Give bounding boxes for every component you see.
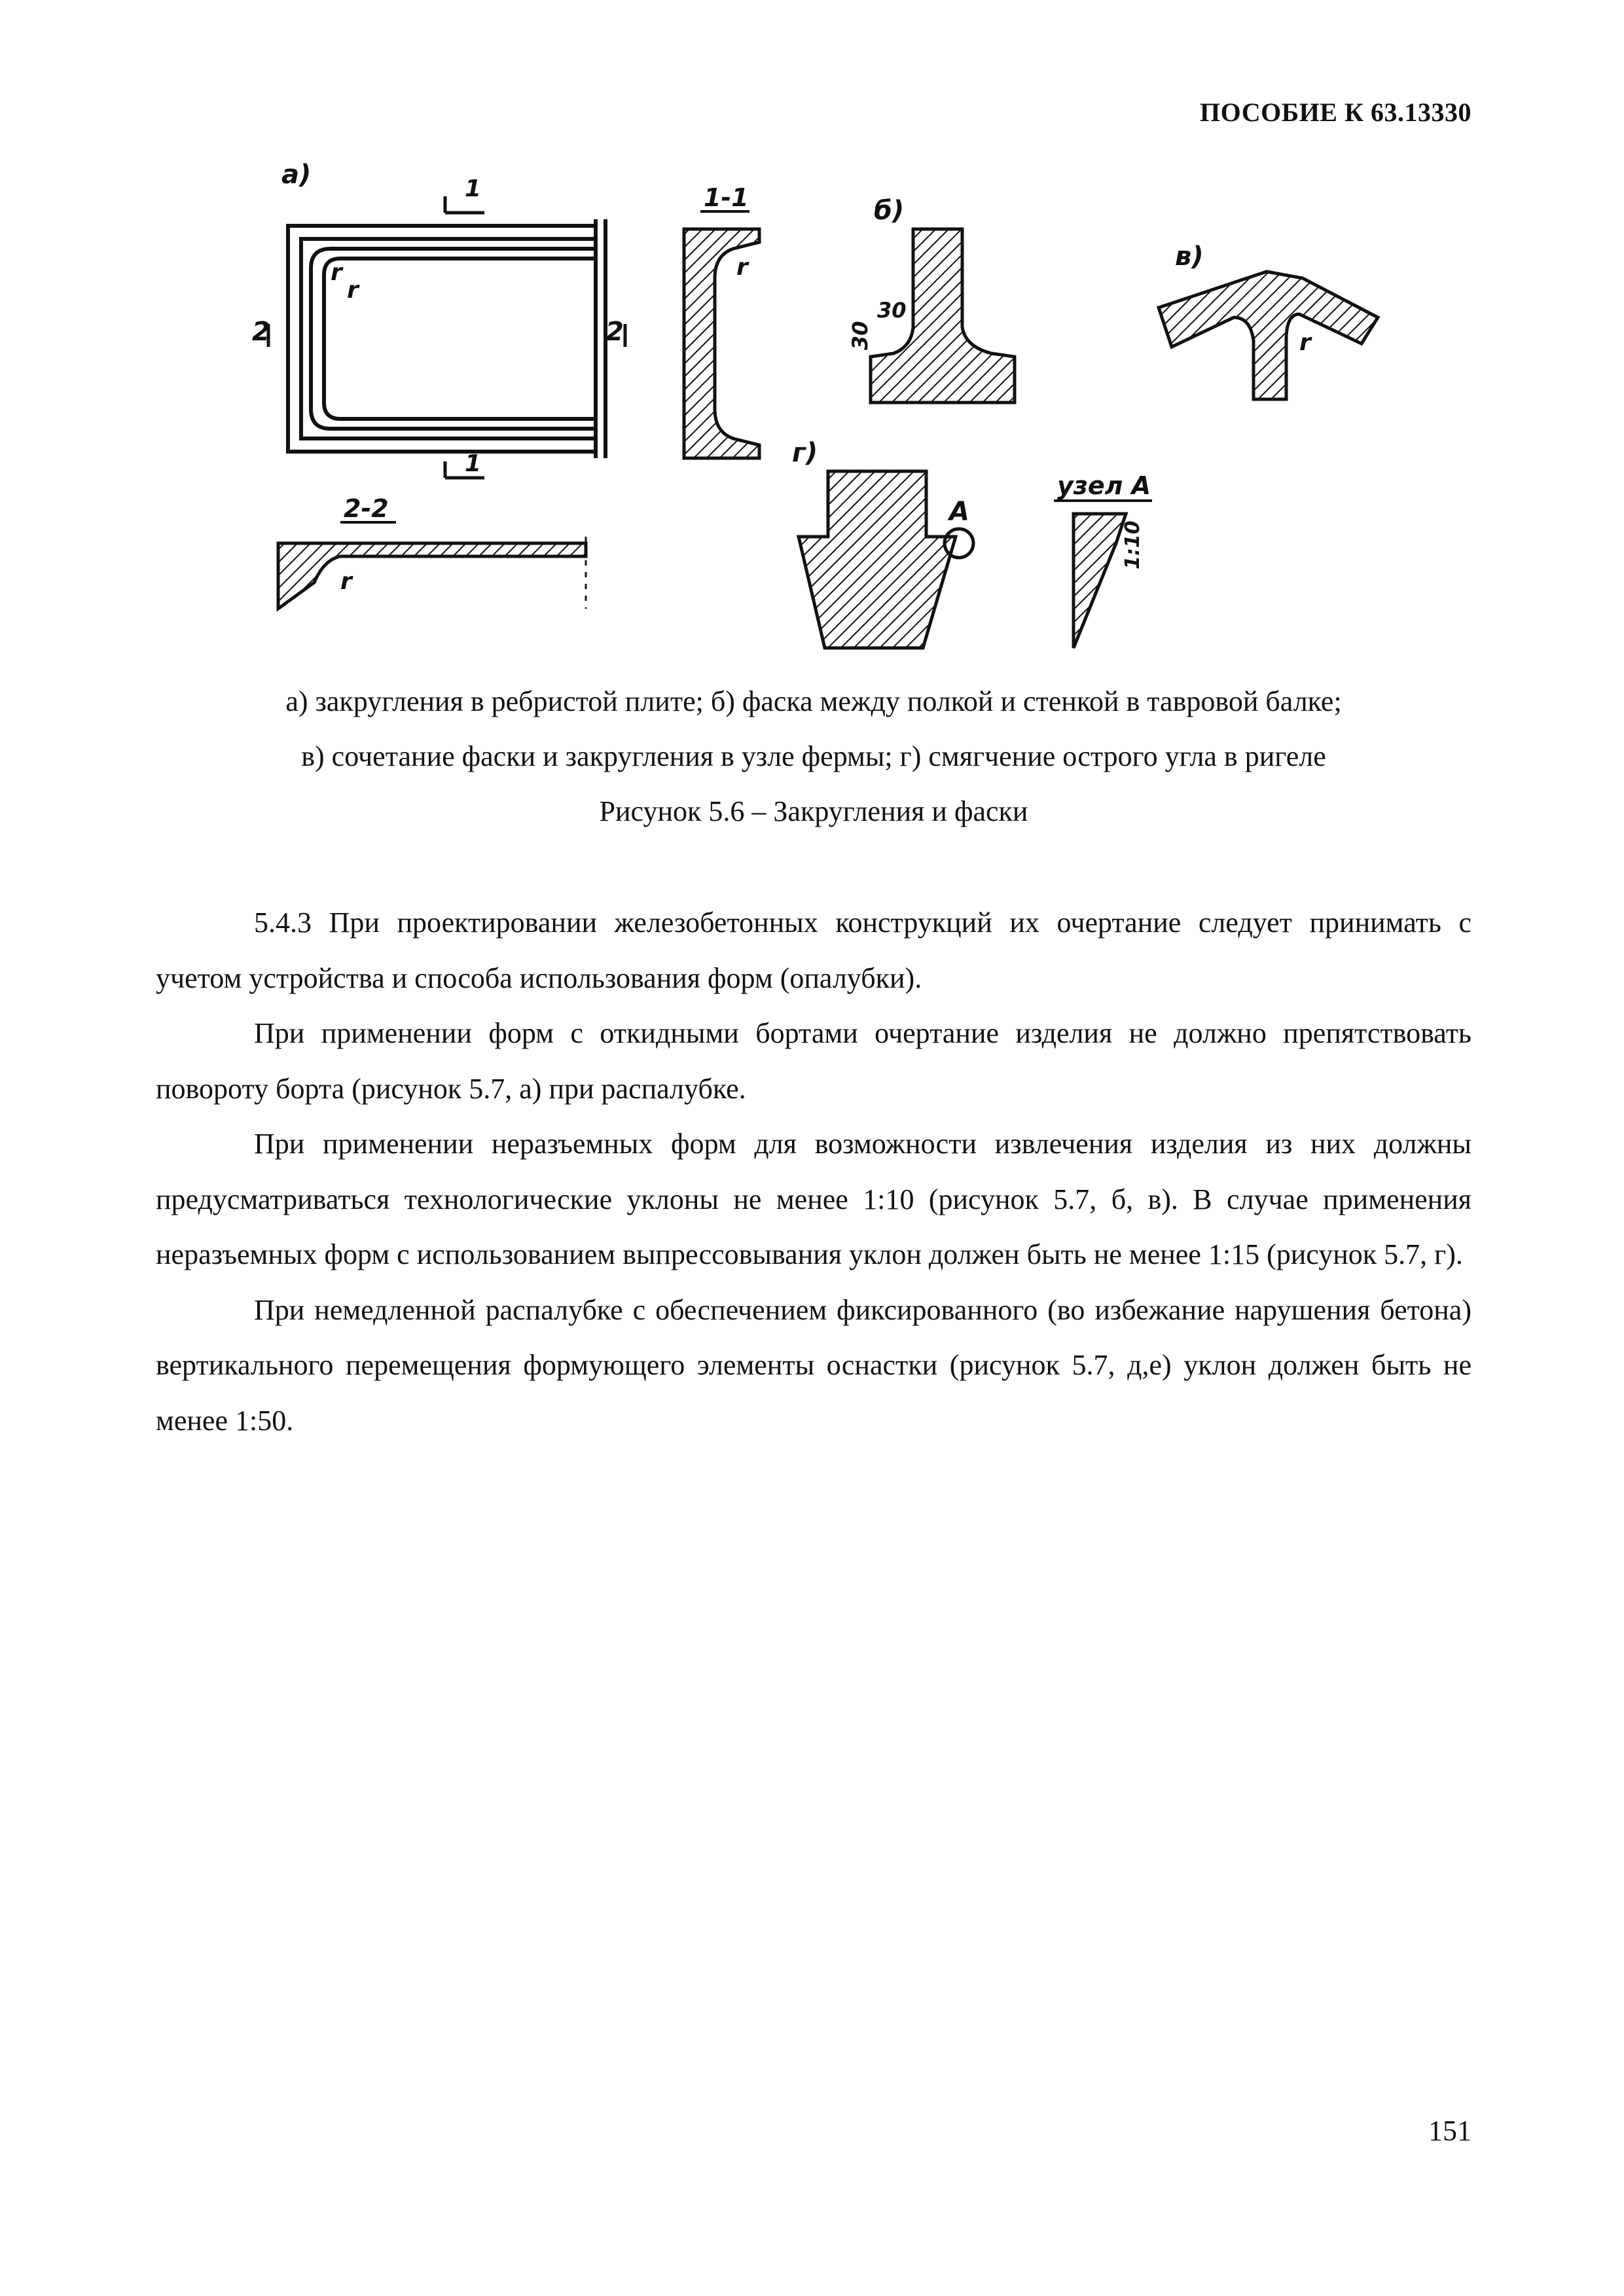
- paragraph-hinged-forms: При применении форм с откидными бортами очертание изделия не должно препятствовать повороту борта (рисунок 5.7, а) при распалубке.: [156, 1017, 1471, 1105]
- figure-caption: [156, 674, 1471, 839]
- figure-drawing: [249, 151, 1427, 661]
- page-number: 151: [1428, 2115, 1471, 2147]
- section-mark-label-2-left: 2: [252, 317, 270, 347]
- running-header: ПОСОБИЕ К 63.13330: [1200, 98, 1471, 127]
- crossbar-section-shape: [799, 471, 956, 648]
- chamfer-dim-label-vertical: 30: [848, 321, 873, 350]
- label-v: в): [1175, 242, 1204, 272]
- radius-label-section-2-2: r: [340, 568, 352, 595]
- caption-line-1: а) закругления в ребристой плите; б) фаска между полкой и стенкой в тавровой балке;: [285, 685, 1342, 717]
- section-mark-label-1-bottom: 1: [465, 450, 482, 477]
- section-mark-label-1-top: 1: [465, 175, 482, 202]
- label-b: б): [874, 196, 905, 226]
- label-g: г): [792, 438, 818, 468]
- caption-line-2: в) сочетание фаски и закругления в узле фермы; г) смягчение острого угла в ригеле: [301, 740, 1326, 772]
- section-2-2-shape: [278, 543, 586, 609]
- radius-label-section-1-1: r: [736, 254, 748, 281]
- node-a-slope-label: 1:10: [1121, 520, 1144, 569]
- label-section-2-2: 2-2: [344, 494, 389, 523]
- node-a-detail-shape: [1074, 514, 1126, 648]
- paragraph-5-4-3: 5.4.3 При проектировании железобетонных конструкций их очертание следует принимать с учетом устройства и способа использования форм (опалубки).: [156, 906, 1471, 994]
- chamfer-dim-label-horizontal: 30: [877, 298, 907, 323]
- section-mark-label-2-right: 2: [605, 317, 624, 347]
- label-a: а): [281, 160, 312, 190]
- truss-node-shape: [1159, 272, 1378, 399]
- radius-label-plan-2: r: [347, 277, 359, 304]
- radius-label-plan-1: r: [331, 259, 342, 286]
- node-a-title: узел A: [1057, 471, 1151, 500]
- caption-title: Рисунок 5.6 – Закругления и фаски: [599, 795, 1028, 827]
- paragraph-nonseparable-forms: При применении неразъемных форм для возможности извлечения изделия из них должны предусматриваться технологические уклоны не менее 1:10 (рисунок 5.7, б, в). В случае применения неразъемных форм с использованием выпрессовывания уклон должен быть не менее 1:15 (рисунок 5.7, г).: [156, 1128, 1471, 1270]
- plan-ribbed-slab: [288, 219, 605, 458]
- paragraph-immediate-stripping: При немедленной распалубке с обеспечением фиксированного (во избежание нарушения бетона) вертикального перемещения формующего элементы оснастки (рисунок 5.7, д,е) уклон должен быть не менее 1:50.: [156, 1293, 1471, 1437]
- figure-5-6: [249, 151, 1427, 661]
- radius-label-truss-node: r: [1299, 329, 1311, 356]
- node-a-letter: A: [949, 497, 969, 527]
- body-text: [156, 895, 1471, 1448]
- label-section-1-1: 1-1: [704, 183, 749, 212]
